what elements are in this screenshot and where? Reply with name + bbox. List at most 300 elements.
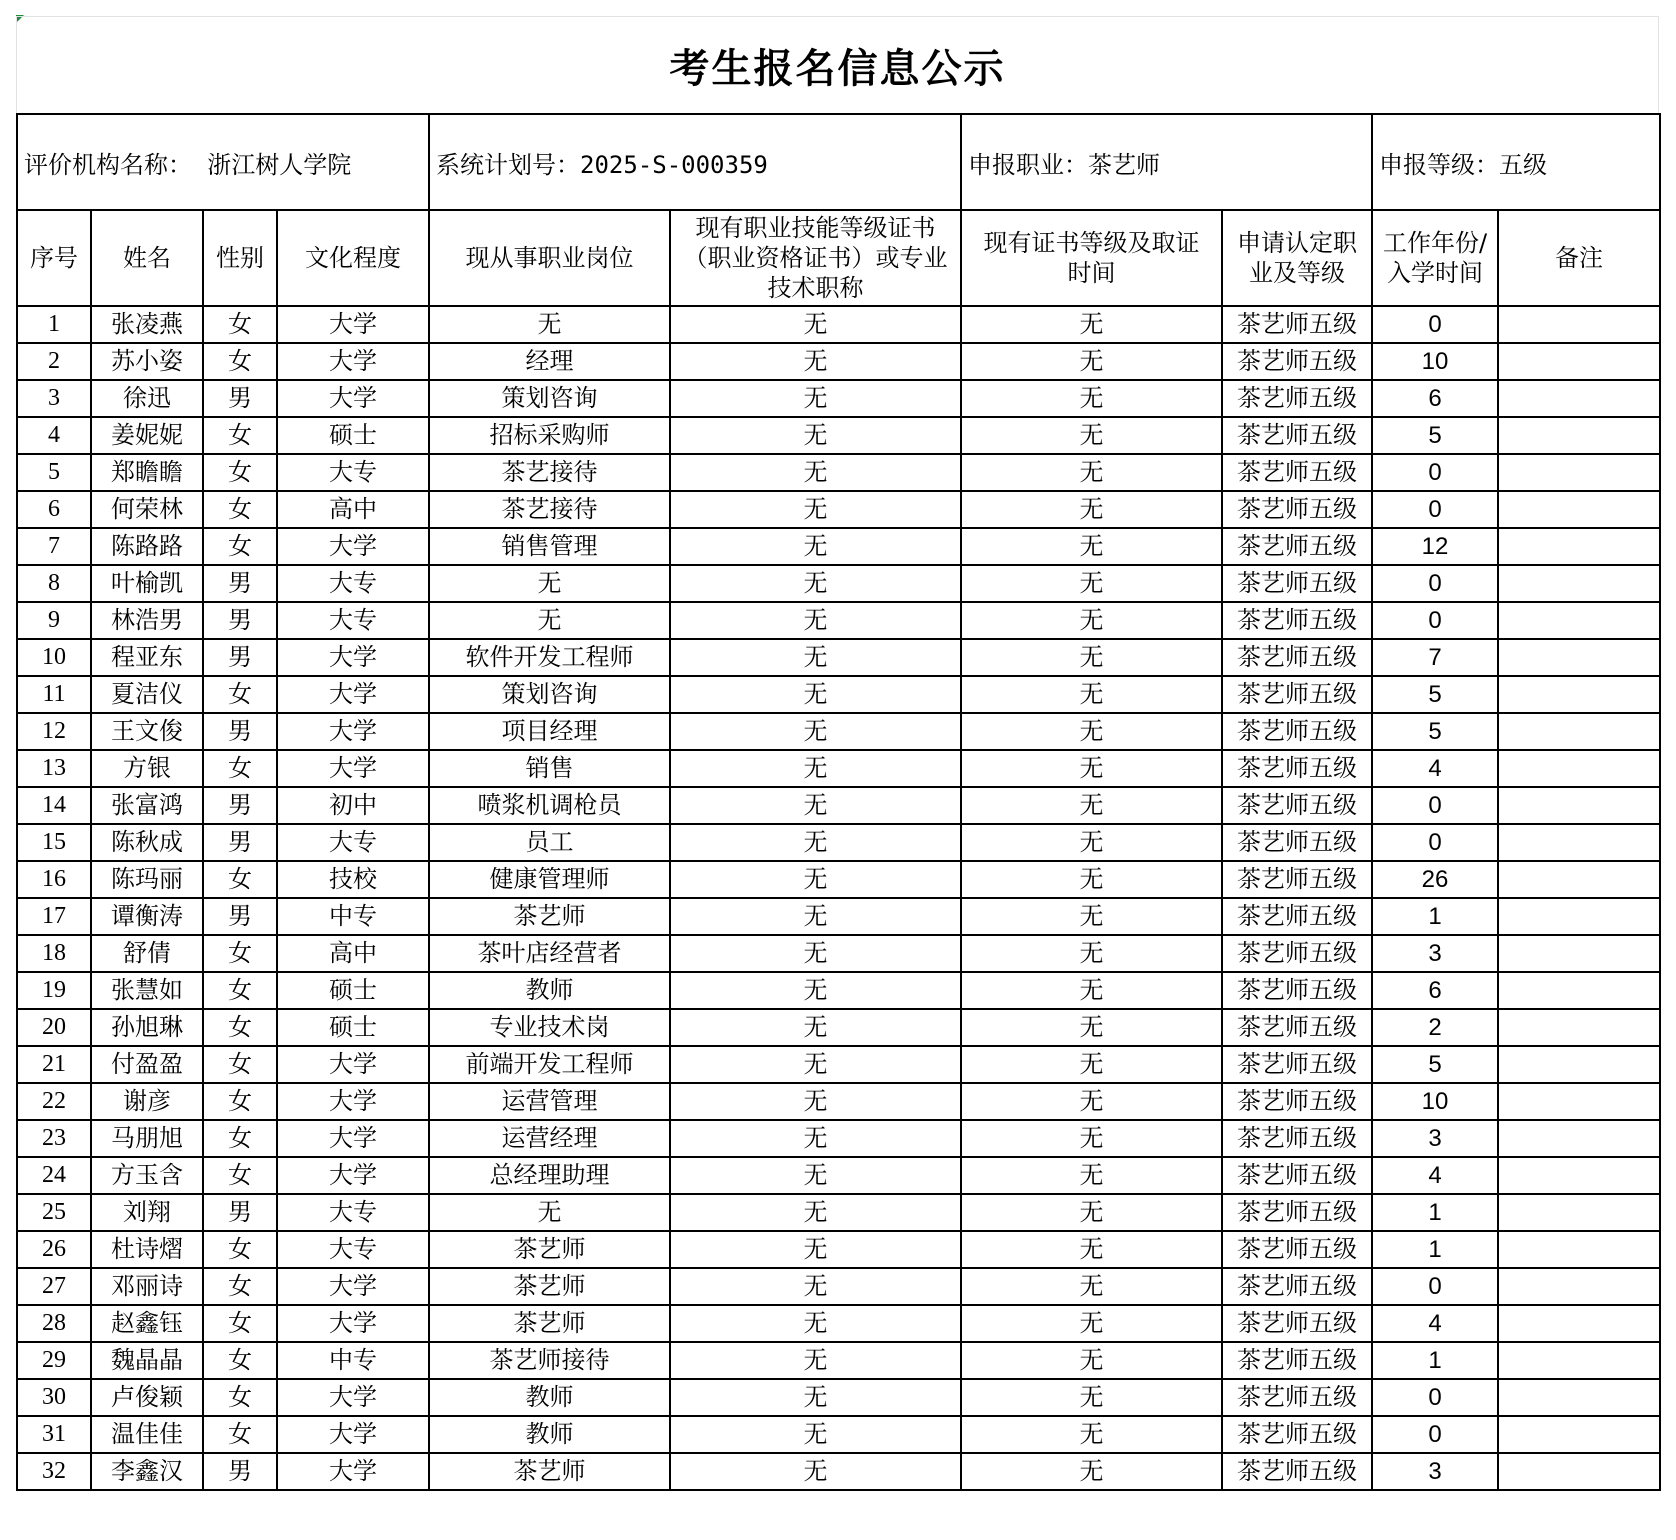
cell-name[interactable]: 张凌燕 [91, 306, 203, 343]
cell-name[interactable]: 陈玛丽 [91, 861, 203, 898]
cell-education[interactable]: 大学 [277, 1120, 429, 1157]
cell-gender[interactable]: 男 [203, 565, 277, 602]
cell-certificate[interactable]: 无 [670, 935, 961, 972]
cell-education[interactable]: 初中 [277, 787, 429, 824]
cell-apply-level[interactable]: 茶艺师五级 [1222, 1231, 1372, 1268]
cell-work-years[interactable]: 0 [1372, 454, 1498, 491]
cell-education[interactable]: 大学 [277, 713, 429, 750]
cell-gender[interactable]: 男 [203, 787, 277, 824]
cell-gender[interactable]: 女 [203, 1379, 277, 1416]
cell-seq[interactable]: 24 [17, 1157, 91, 1194]
cell-education[interactable]: 大学 [277, 1083, 429, 1120]
cell-seq[interactable]: 14 [17, 787, 91, 824]
cell-name[interactable]: 林浩男 [91, 602, 203, 639]
cell-work-years[interactable]: 3 [1372, 935, 1498, 972]
cell-work-years[interactable]: 3 [1372, 1453, 1498, 1490]
cell-certificate[interactable]: 无 [670, 676, 961, 713]
header-education[interactable]: 文化程度 [277, 210, 429, 306]
cell-certificate[interactable]: 无 [670, 750, 961, 787]
cell-name[interactable]: 张富鸿 [91, 787, 203, 824]
header-position[interactable]: 现从事职业岗位 [429, 210, 670, 306]
cell-certificate[interactable]: 无 [670, 1342, 961, 1379]
cell-cert-level-time[interactable]: 无 [961, 1009, 1222, 1046]
cell-cert-level-time[interactable]: 无 [961, 1231, 1222, 1268]
cell-work-years[interactable]: 0 [1372, 306, 1498, 343]
cell-cert-level-time[interactable]: 无 [961, 1305, 1222, 1342]
cell-remark[interactable] [1498, 1453, 1660, 1490]
cell-cert-level-time[interactable]: 无 [961, 602, 1222, 639]
header-seq[interactable]: 序号 [17, 210, 91, 306]
cell-apply-level[interactable]: 茶艺师五级 [1222, 972, 1372, 1009]
cell-remark[interactable] [1498, 306, 1660, 343]
cell-work-years[interactable]: 7 [1372, 639, 1498, 676]
cell-apply-level[interactable]: 茶艺师五级 [1222, 491, 1372, 528]
cell-position[interactable]: 教师 [429, 1379, 670, 1416]
cell-seq[interactable]: 9 [17, 602, 91, 639]
cell-cert-level-time[interactable]: 无 [961, 491, 1222, 528]
cell-seq[interactable]: 21 [17, 1046, 91, 1083]
cell-seq[interactable]: 30 [17, 1379, 91, 1416]
cell-gender[interactable]: 女 [203, 1268, 277, 1305]
cell-position[interactable]: 运营经理 [429, 1120, 670, 1157]
cell-work-years[interactable]: 1 [1372, 898, 1498, 935]
cell-seq[interactable]: 26 [17, 1231, 91, 1268]
org-info-cell[interactable] [17, 114, 429, 210]
cell-work-years[interactable]: 1 [1372, 1194, 1498, 1231]
cell-position[interactable]: 教师 [429, 1416, 670, 1453]
cell-work-years[interactable]: 5 [1372, 1046, 1498, 1083]
cell-position[interactable]: 茶艺师 [429, 1453, 670, 1490]
cell-education[interactable]: 硕士 [277, 1009, 429, 1046]
cell-remark[interactable] [1498, 676, 1660, 713]
cell-apply-level[interactable]: 茶艺师五级 [1222, 1305, 1372, 1342]
cell-certificate[interactable]: 无 [670, 1194, 961, 1231]
cell-gender[interactable]: 男 [203, 713, 277, 750]
cell-gender[interactable]: 女 [203, 676, 277, 713]
cell-seq[interactable]: 6 [17, 491, 91, 528]
cell-position[interactable]: 招标采购师 [429, 417, 670, 454]
cell-cert-level-time[interactable]: 无 [961, 1416, 1222, 1453]
cell-seq[interactable]: 29 [17, 1342, 91, 1379]
cell-remark[interactable] [1498, 1194, 1660, 1231]
cell-seq[interactable]: 8 [17, 565, 91, 602]
cell-work-years[interactable]: 3 [1372, 1120, 1498, 1157]
cell-education[interactable]: 大专 [277, 602, 429, 639]
cell-education[interactable]: 中专 [277, 898, 429, 935]
cell-name[interactable]: 何荣林 [91, 491, 203, 528]
cell-cert-level-time[interactable]: 无 [961, 824, 1222, 861]
cell-position[interactable]: 无 [429, 1194, 670, 1231]
cell-education[interactable]: 大学 [277, 1046, 429, 1083]
cell-education[interactable]: 硕士 [277, 972, 429, 1009]
cell-position[interactable]: 茶艺师 [429, 1305, 670, 1342]
cell-apply-level[interactable]: 茶艺师五级 [1222, 787, 1372, 824]
cell-apply-level[interactable]: 茶艺师五级 [1222, 898, 1372, 935]
cell-cert-level-time[interactable]: 无 [961, 1046, 1222, 1083]
cell-work-years[interactable]: 0 [1372, 1379, 1498, 1416]
cell-position[interactable]: 总经理助理 [429, 1157, 670, 1194]
cell-name[interactable]: 陈秋成 [91, 824, 203, 861]
cell-apply-level[interactable]: 茶艺师五级 [1222, 1268, 1372, 1305]
cell-certificate[interactable]: 无 [670, 1009, 961, 1046]
cell-certificate[interactable]: 无 [670, 1120, 961, 1157]
cell-work-years[interactable]: 10 [1372, 1083, 1498, 1120]
cell-education[interactable]: 中专 [277, 1342, 429, 1379]
cell-cert-level-time[interactable]: 无 [961, 565, 1222, 602]
cell-name[interactable]: 方银 [91, 750, 203, 787]
cell-work-years[interactable]: 0 [1372, 824, 1498, 861]
cell-remark[interactable] [1498, 491, 1660, 528]
cell-education[interactable]: 大学 [277, 306, 429, 343]
cell-work-years[interactable]: 5 [1372, 713, 1498, 750]
cell-position[interactable]: 茶艺接待 [429, 454, 670, 491]
cell-education[interactable]: 大学 [277, 639, 429, 676]
cell-position[interactable]: 茶艺师 [429, 1268, 670, 1305]
cell-remark[interactable] [1498, 713, 1660, 750]
cell-remark[interactable] [1498, 861, 1660, 898]
cell-name[interactable]: 姜妮妮 [91, 417, 203, 454]
cell-position[interactable]: 健康管理师 [429, 861, 670, 898]
cell-position[interactable]: 无 [429, 306, 670, 343]
cell-education[interactable]: 大专 [277, 1231, 429, 1268]
cell-remark[interactable] [1498, 417, 1660, 454]
cell-certificate[interactable]: 无 [670, 1379, 961, 1416]
cell-name[interactable]: 温佳佳 [91, 1416, 203, 1453]
cell-gender[interactable]: 女 [203, 1120, 277, 1157]
cell-position[interactable]: 前端开发工程师 [429, 1046, 670, 1083]
cell-cert-level-time[interactable]: 无 [961, 1120, 1222, 1157]
cell-seq[interactable]: 2 [17, 343, 91, 380]
cell-position[interactable]: 茶艺接待 [429, 491, 670, 528]
cell-education[interactable]: 大专 [277, 565, 429, 602]
cell-apply-level[interactable]: 茶艺师五级 [1222, 454, 1372, 491]
cell-gender[interactable]: 女 [203, 935, 277, 972]
cell-apply-level[interactable]: 茶艺师五级 [1222, 1453, 1372, 1490]
cell-position[interactable]: 茶艺师接待 [429, 1342, 670, 1379]
cell-apply-level[interactable]: 茶艺师五级 [1222, 1157, 1372, 1194]
cell-apply-level[interactable]: 茶艺师五级 [1222, 676, 1372, 713]
cell-remark[interactable] [1498, 454, 1660, 491]
cell-remark[interactable] [1498, 787, 1660, 824]
cell-apply-level[interactable]: 茶艺师五级 [1222, 824, 1372, 861]
cell-seq[interactable]: 17 [17, 898, 91, 935]
cell-certificate[interactable]: 无 [670, 713, 961, 750]
cell-seq[interactable]: 12 [17, 713, 91, 750]
cell-name[interactable]: 赵鑫钰 [91, 1305, 203, 1342]
cell-certificate[interactable]: 无 [670, 417, 961, 454]
cell-position[interactable]: 无 [429, 565, 670, 602]
cell-name[interactable]: 张慧如 [91, 972, 203, 1009]
cell-cert-level-time[interactable]: 无 [961, 676, 1222, 713]
cell-education[interactable]: 大学 [277, 676, 429, 713]
cell-gender[interactable]: 女 [203, 528, 277, 565]
cell-apply-level[interactable]: 茶艺师五级 [1222, 1416, 1372, 1453]
cell-work-years[interactable]: 5 [1372, 417, 1498, 454]
cell-certificate[interactable]: 无 [670, 824, 961, 861]
cell-certificate[interactable]: 无 [670, 343, 961, 380]
cell-certificate[interactable]: 无 [670, 306, 961, 343]
cell-position[interactable]: 茶艺师 [429, 898, 670, 935]
cell-remark[interactable] [1498, 1120, 1660, 1157]
cell-apply-level[interactable]: 茶艺师五级 [1222, 1379, 1372, 1416]
cell-name[interactable]: 邓丽诗 [91, 1268, 203, 1305]
cell-gender[interactable]: 女 [203, 861, 277, 898]
cell-education[interactable]: 大学 [277, 750, 429, 787]
cell-cert-level-time[interactable]: 无 [961, 935, 1222, 972]
cell-gender[interactable]: 女 [203, 1416, 277, 1453]
cell-apply-level[interactable]: 茶艺师五级 [1222, 343, 1372, 380]
cell-position[interactable]: 策划咨询 [429, 676, 670, 713]
cell-certificate[interactable]: 无 [670, 491, 961, 528]
cell-remark[interactable] [1498, 1305, 1660, 1342]
cell-seq[interactable]: 1 [17, 306, 91, 343]
cell-name[interactable]: 郑瞻瞻 [91, 454, 203, 491]
cell-remark[interactable] [1498, 343, 1660, 380]
cell-certificate[interactable]: 无 [670, 1157, 961, 1194]
cell-education[interactable]: 技校 [277, 861, 429, 898]
header-work-years[interactable]: 工作年份/入学时间 [1372, 210, 1498, 306]
cell-education[interactable]: 高中 [277, 491, 429, 528]
cell-cert-level-time[interactable]: 无 [961, 1083, 1222, 1120]
cell-cert-level-time[interactable]: 无 [961, 1379, 1222, 1416]
cell-education[interactable]: 大学 [277, 1453, 429, 1490]
cell-education[interactable]: 大学 [277, 1305, 429, 1342]
cell-gender[interactable]: 女 [203, 1305, 277, 1342]
cell-position[interactable]: 茶艺师 [429, 1231, 670, 1268]
cell-remark[interactable] [1498, 1157, 1660, 1194]
cell-position[interactable]: 策划咨询 [429, 380, 670, 417]
header-name[interactable]: 姓名 [91, 210, 203, 306]
cell-remark[interactable] [1498, 528, 1660, 565]
cell-cert-level-time[interactable]: 无 [961, 1268, 1222, 1305]
cell-name[interactable]: 马朋旭 [91, 1120, 203, 1157]
cell-apply-level[interactable]: 茶艺师五级 [1222, 750, 1372, 787]
cell-cert-level-time[interactable]: 无 [961, 898, 1222, 935]
cell-work-years[interactable]: 4 [1372, 1305, 1498, 1342]
cell-remark[interactable] [1498, 602, 1660, 639]
cell-seq[interactable]: 4 [17, 417, 91, 454]
cell-certificate[interactable]: 无 [670, 787, 961, 824]
cell-education[interactable]: 大专 [277, 454, 429, 491]
cell-certificate[interactable]: 无 [670, 454, 961, 491]
cell-seq[interactable]: 15 [17, 824, 91, 861]
cell-remark[interactable] [1498, 1268, 1660, 1305]
cell-gender[interactable]: 女 [203, 1046, 277, 1083]
cell-apply-level[interactable]: 茶艺师五级 [1222, 1083, 1372, 1120]
cell-gender[interactable]: 女 [203, 417, 277, 454]
cell-name[interactable]: 夏洁仪 [91, 676, 203, 713]
cell-name[interactable]: 王文俊 [91, 713, 203, 750]
cell-seq[interactable]: 3 [17, 380, 91, 417]
cell-remark[interactable] [1498, 565, 1660, 602]
header-gender[interactable]: 性别 [203, 210, 277, 306]
cell-certificate[interactable]: 无 [670, 861, 961, 898]
cell-name[interactable]: 谭衡涛 [91, 898, 203, 935]
cell-seq[interactable]: 31 [17, 1416, 91, 1453]
header-certificate[interactable]: 现有职业技能等级证书（职业资格证书）或专业技术职称 [670, 210, 961, 306]
cell-remark[interactable] [1498, 898, 1660, 935]
cell-seq[interactable]: 27 [17, 1268, 91, 1305]
cell-name[interactable]: 卢俊颖 [91, 1379, 203, 1416]
cell-cert-level-time[interactable]: 无 [961, 639, 1222, 676]
cell-name[interactable]: 叶榆凯 [91, 565, 203, 602]
cell-name[interactable]: 程亚东 [91, 639, 203, 676]
cell-gender[interactable]: 男 [203, 639, 277, 676]
cell-gender[interactable]: 女 [203, 972, 277, 1009]
cell-work-years[interactable]: 0 [1372, 491, 1498, 528]
cell-certificate[interactable]: 无 [670, 528, 961, 565]
cell-seq[interactable]: 28 [17, 1305, 91, 1342]
cell-education[interactable]: 硕士 [277, 417, 429, 454]
cell-work-years[interactable]: 12 [1372, 528, 1498, 565]
cell-work-years[interactable]: 6 [1372, 972, 1498, 1009]
cell-apply-level[interactable]: 茶艺师五级 [1222, 1046, 1372, 1083]
cell-certificate[interactable]: 无 [670, 1046, 961, 1083]
cell-gender[interactable]: 男 [203, 602, 277, 639]
cell-cert-level-time[interactable]: 无 [961, 713, 1222, 750]
cell-gender[interactable]: 女 [203, 343, 277, 380]
cell-certificate[interactable]: 无 [670, 1416, 961, 1453]
cell-gender[interactable]: 女 [203, 1083, 277, 1120]
cell-cert-level-time[interactable]: 无 [961, 1157, 1222, 1194]
cell-seq[interactable]: 19 [17, 972, 91, 1009]
cell-seq[interactable]: 18 [17, 935, 91, 972]
cell-seq[interactable]: 22 [17, 1083, 91, 1120]
cell-education[interactable]: 大学 [277, 380, 429, 417]
cell-apply-level[interactable]: 茶艺师五级 [1222, 306, 1372, 343]
cell-gender[interactable]: 女 [203, 1009, 277, 1046]
cell-cert-level-time[interactable]: 无 [961, 528, 1222, 565]
cell-education[interactable]: 大专 [277, 824, 429, 861]
cell-cert-level-time[interactable]: 无 [961, 1342, 1222, 1379]
cell-apply-level[interactable]: 茶艺师五级 [1222, 528, 1372, 565]
cell-gender[interactable]: 男 [203, 1453, 277, 1490]
cell-name[interactable]: 杜诗熠 [91, 1231, 203, 1268]
cell-gender[interactable]: 男 [203, 1194, 277, 1231]
cell-certificate[interactable]: 无 [670, 639, 961, 676]
cell-cert-level-time[interactable]: 无 [961, 861, 1222, 898]
cell-name[interactable]: 陈路路 [91, 528, 203, 565]
cell-remark[interactable] [1498, 380, 1660, 417]
occupation-info-cell[interactable] [961, 114, 1372, 210]
cell-apply-level[interactable]: 茶艺师五级 [1222, 602, 1372, 639]
cell-work-years[interactable]: 0 [1372, 602, 1498, 639]
cell-seq[interactable]: 32 [17, 1453, 91, 1490]
cell-name[interactable]: 刘翔 [91, 1194, 203, 1231]
cell-seq[interactable]: 25 [17, 1194, 91, 1231]
cell-seq[interactable]: 7 [17, 528, 91, 565]
cell-apply-level[interactable]: 茶艺师五级 [1222, 565, 1372, 602]
cell-apply-level[interactable]: 茶艺师五级 [1222, 639, 1372, 676]
cell-apply-level[interactable]: 茶艺师五级 [1222, 1342, 1372, 1379]
cell-work-years[interactable]: 0 [1372, 1268, 1498, 1305]
cell-position[interactable]: 项目经理 [429, 713, 670, 750]
cell-name[interactable]: 方玉含 [91, 1157, 203, 1194]
cell-seq[interactable]: 20 [17, 1009, 91, 1046]
cell-gender[interactable]: 女 [203, 1342, 277, 1379]
cell-work-years[interactable]: 10 [1372, 343, 1498, 380]
cell-gender[interactable]: 女 [203, 1157, 277, 1194]
cell-gender[interactable]: 女 [203, 1231, 277, 1268]
cell-remark[interactable] [1498, 1009, 1660, 1046]
cell-seq[interactable]: 23 [17, 1120, 91, 1157]
cell-remark[interactable] [1498, 750, 1660, 787]
cell-position[interactable]: 茶叶店经营者 [429, 935, 670, 972]
cell-gender[interactable]: 男 [203, 898, 277, 935]
cell-cert-level-time[interactable]: 无 [961, 343, 1222, 380]
cell-name[interactable]: 付盈盈 [91, 1046, 203, 1083]
cell-work-years[interactable]: 0 [1372, 565, 1498, 602]
cell-remark[interactable] [1498, 824, 1660, 861]
cell-cert-level-time[interactable]: 无 [961, 787, 1222, 824]
header-cert-level-time[interactable]: 现有证书等级及取证时间 [961, 210, 1222, 306]
cell-cert-level-time[interactable]: 无 [961, 1194, 1222, 1231]
cell-apply-level[interactable]: 茶艺师五级 [1222, 380, 1372, 417]
cell-position[interactable]: 教师 [429, 972, 670, 1009]
cell-remark[interactable] [1498, 1231, 1660, 1268]
cell-name[interactable]: 谢彦 [91, 1083, 203, 1120]
cell-remark[interactable] [1498, 972, 1660, 1009]
cell-cert-level-time[interactable]: 无 [961, 454, 1222, 491]
cell-certificate[interactable]: 无 [670, 565, 961, 602]
cell-name[interactable]: 孙旭琳 [91, 1009, 203, 1046]
cell-name[interactable]: 舒倩 [91, 935, 203, 972]
cell-remark[interactable] [1498, 1083, 1660, 1120]
cell-gender[interactable]: 女 [203, 491, 277, 528]
cell-gender[interactable]: 女 [203, 306, 277, 343]
cell-remark[interactable] [1498, 639, 1660, 676]
cell-cert-level-time[interactable]: 无 [961, 380, 1222, 417]
cell-apply-level[interactable]: 茶艺师五级 [1222, 713, 1372, 750]
cell-position[interactable]: 运营管理 [429, 1083, 670, 1120]
cell-cert-level-time[interactable]: 无 [961, 306, 1222, 343]
cell-apply-level[interactable]: 茶艺师五级 [1222, 417, 1372, 454]
cell-certificate[interactable]: 无 [670, 1083, 961, 1120]
cell-position[interactable]: 专业技术岗 [429, 1009, 670, 1046]
cell-position[interactable]: 无 [429, 602, 670, 639]
cell-position[interactable]: 经理 [429, 343, 670, 380]
cell-work-years[interactable]: 1 [1372, 1342, 1498, 1379]
cell-gender[interactable]: 男 [203, 824, 277, 861]
cell-position[interactable]: 软件开发工程师 [429, 639, 670, 676]
cell-certificate[interactable]: 无 [670, 1231, 961, 1268]
cell-cert-level-time[interactable]: 无 [961, 417, 1222, 454]
cell-education[interactable]: 大专 [277, 1194, 429, 1231]
cell-cert-level-time[interactable]: 无 [961, 1453, 1222, 1490]
cell-certificate[interactable]: 无 [670, 380, 961, 417]
cell-education[interactable]: 大学 [277, 1379, 429, 1416]
header-apply-level[interactable]: 申请认定职业及等级 [1222, 210, 1372, 306]
cell-education[interactable]: 大学 [277, 1268, 429, 1305]
cell-certificate[interactable]: 无 [670, 972, 961, 1009]
cell-position[interactable]: 喷浆机调枪员 [429, 787, 670, 824]
cell-gender[interactable]: 女 [203, 454, 277, 491]
header-remark[interactable]: 备注 [1498, 210, 1660, 306]
cell-work-years[interactable]: 5 [1372, 676, 1498, 713]
cell-name[interactable]: 魏晶晶 [91, 1342, 203, 1379]
cell-seq[interactable]: 5 [17, 454, 91, 491]
cell-seq[interactable]: 11 [17, 676, 91, 713]
cell-remark[interactable] [1498, 935, 1660, 972]
cell-education[interactable]: 大学 [277, 1157, 429, 1194]
cell-cert-level-time[interactable]: 无 [961, 750, 1222, 787]
cell-apply-level[interactable]: 茶艺师五级 [1222, 935, 1372, 972]
cell-work-years[interactable]: 2 [1372, 1009, 1498, 1046]
cell-position[interactable]: 销售 [429, 750, 670, 787]
cell-certificate[interactable]: 无 [670, 1268, 961, 1305]
cell-position[interactable]: 员工 [429, 824, 670, 861]
cell-apply-level[interactable]: 茶艺师五级 [1222, 1194, 1372, 1231]
